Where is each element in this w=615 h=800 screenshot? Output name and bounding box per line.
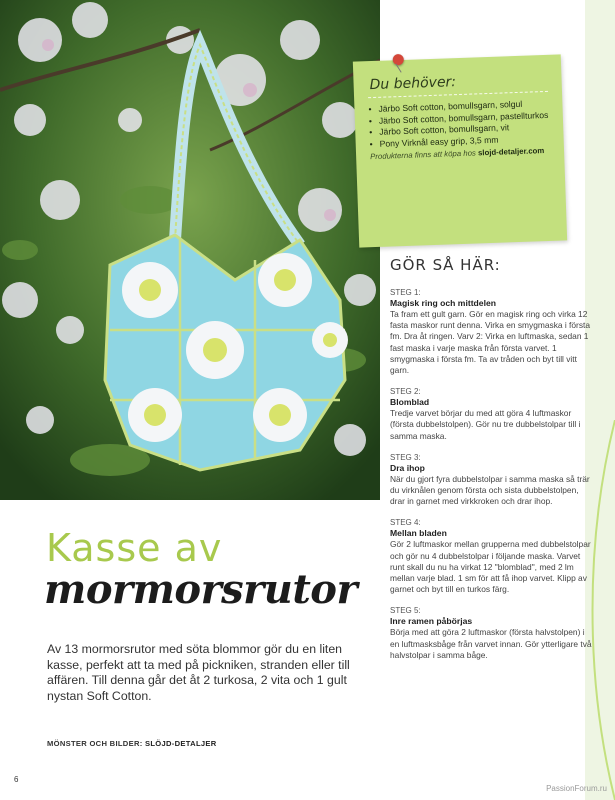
list-item: • Järbo Soft cotton, bomullsgarn, solgul <box>368 98 548 115</box>
step-3 <box>390 453 592 508</box>
step-1 <box>390 288 592 376</box>
step-label: STEG 2: <box>390 387 421 397</box>
materials-title: Du behöver: <box>369 74 457 94</box>
step-title: Dra ihop <box>390 462 425 473</box>
step-label: STEG 3: <box>390 452 421 462</box>
step-title: Magisk ring och mittdelen <box>390 298 497 308</box>
list-item: • Järbo Soft cotton, bomullsgarn, vit <box>369 121 549 138</box>
step-text: Börja med att göra 2 luftmaskor (första halvstolpen) i en luftmasksbåge från varvet innan. Gör ytterligare två halvstolpar i samma båge. <box>390 627 592 660</box>
purchase-text: Produkterna finns att köpa hos <box>369 148 477 162</box>
instructions <box>390 256 592 672</box>
step-title: Blomblad <box>390 397 430 408</box>
credits-name: SLÖJD-DETALJER <box>144 739 217 748</box>
materials-note <box>353 54 567 247</box>
step-label: STEG 5: <box>390 606 421 616</box>
step-label: STEG 1: <box>390 288 421 297</box>
bag-photo <box>0 0 380 500</box>
list-item: • Pony Virknål easy grip, 3,5 mm <box>370 133 550 150</box>
article-title-line2: mormorsrutor <box>44 566 358 613</box>
step-5 <box>390 606 592 661</box>
purchase-info <box>370 146 550 162</box>
step-label: STEG 4: <box>390 518 421 528</box>
list-item: • Järbo Soft cotton, bomullsgarn, pastellturkos <box>369 109 549 126</box>
watermark: PassionForum.ru <box>546 784 607 793</box>
step-text: Tredje varvet börjar du med att göra 4 luftmaskor (första dubbelstolpen). Gör nu tre dubbelstolpar till i samma maska. <box>390 408 581 441</box>
article-title-line1: Kasse av <box>46 526 223 570</box>
step-2 <box>390 387 592 442</box>
instructions-heading: GÖR SÅ HÄR: <box>390 256 501 274</box>
step-4 <box>390 518 592 595</box>
page-number: 6 <box>14 775 19 784</box>
pushpin-icon <box>393 54 404 65</box>
step-text: Gör 2 luftmaskor mellan grupperna med dubbelstolpar och gör nu 4 dubbelstolpar i följande maska. Varvet runt skall du nu ha virkat 12 "blomblad", med 2 lm mellan varje blad. 1 sm för att få ihop varvet. Klipp av garnet och byt till en turkos färg. <box>390 539 591 595</box>
step-text: När du gjort fyra dubbelstolpar i samma maska så trär du virknålen genom första och sista dubbelstolpen, drar in garnet med virkkroken och drar ihop. <box>390 473 590 507</box>
credits-label: MÖNSTER OCH BILDER: <box>47 739 143 748</box>
step-title: Mellan bladen <box>390 528 447 539</box>
intro-paragraph: Av 13 mormorsrutor med söta blommor gör du en liten kasse, perfekt att ta med på pickniken, stranden eller till affären. Till denna går det åt 2 turkosa, 2 vita och 1 gult nystan Soft Cotton. <box>47 642 350 703</box>
step-text: Ta fram ett gult garn. Gör en magisk ring och virka 12 fasta maskor runt denna. Virka en smygmaska i första fm. Dra åt ringen. Varv 2: Virka en luftmaska, sedan 1 fast maska i varje maska från första varvet. 1 smygmaska i första fm. Ta av tråden och byt till vitt garn. <box>390 309 591 376</box>
credits <box>47 739 217 748</box>
shop-link[interactable]: slojd-detaljer.com <box>477 146 545 158</box>
materials-list <box>368 98 549 150</box>
step-title: Inre ramen påbörjas <box>390 616 473 627</box>
